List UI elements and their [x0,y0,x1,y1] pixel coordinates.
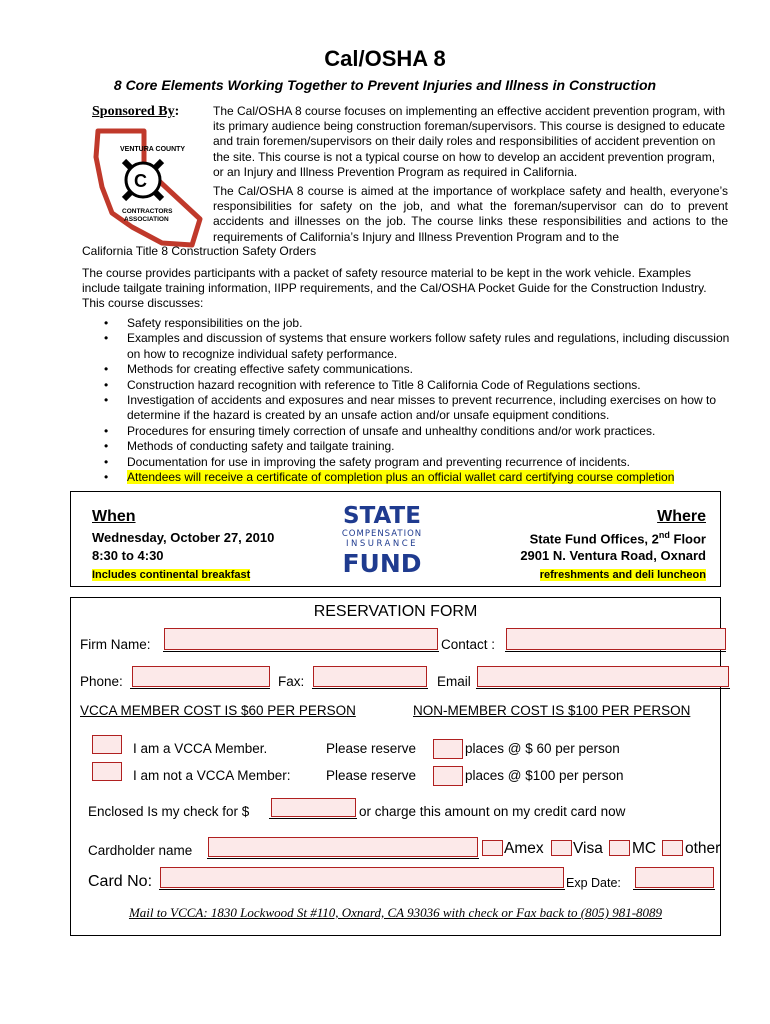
email-underline [476,688,730,689]
member-places-field[interactable] [433,739,463,759]
sponsored-by-label: Sponsored By: [92,104,180,119]
contact-underline [505,651,726,652]
contact-label: Contact : [441,637,496,652]
nonmember-checkbox[interactable] [92,762,122,781]
event-time: 8:30 to 4:30 [92,548,164,563]
card-number-underline [159,889,565,890]
nonmember-reserve-label: Please reserve [326,768,417,783]
breakfast-note: Includes continental breakfast [92,569,251,581]
state-fund-line3: INSURANCE [345,539,419,549]
firm-name-field[interactable] [164,628,438,650]
nonmember-price-label: places @ $100 per person [465,768,624,783]
list-item: • Methods for creating effective safety communications. [82,362,732,377]
intro-paragraph-3: The course provides participants with a packet of safety resource material to be kept in the work vehicle. Examples include tailgate training information, IIPP requirements, and the Cal/OSHA Pocket Guide for the Construction Industry. This course discusses: [82,266,707,311]
check-amount-field[interactable] [271,798,356,817]
nonmember-option-label: I am not a VCCA Member: [133,768,291,783]
logo-top-text: VENTURA COUNTY [120,146,186,153]
other-card-label: other [685,840,721,857]
logo-mid-text: CONTRACTORS [122,208,173,215]
list-item: • Methods of conducting safety and tailgate training. [82,439,732,454]
check-amount-underline [269,818,357,819]
firm-name-label: Firm Name: [80,637,151,652]
event-venue: State Fund Offices, 2nd Floor [529,530,706,547]
cardholder-field[interactable] [208,837,478,857]
nonmember-places-field[interactable] [433,766,463,786]
member-price-label: places @ $ 60 per person [465,741,620,756]
card-number-label: Card No: [88,873,153,890]
list-item: • Procedures for ensuring timely correction of unsafe and unhealthy conditions and/or work practices. [82,424,732,439]
mail-instructions: Mail to VCCA: 1830 Lockwood St #110, Oxnard, CA 93036 with check or Fax back to (805) 981-8089 [128,905,663,920]
mc-checkbox[interactable] [609,840,630,856]
mc-label: MC [632,840,657,857]
email-field[interactable] [477,666,729,687]
list-item: • Investigation of accidents and exposures and near misses to prevent recurrence, including exercises on how to determine if the hazard is created by an unsafe action and/or unsafe equipment conditions. [82,393,732,424]
phone-field[interactable] [132,666,270,687]
cardholder-underline [207,858,479,859]
when-heading: When [92,508,136,525]
event-date: Wednesday, October 27, 2010 [92,530,275,545]
member-option-label: I am a VCCA Member. [133,741,268,756]
logo-bottom-text: ASSOCIATION [124,216,169,223]
list-item: • Construction hazard recognition with reference to Title 8 California Code of Regulations sections. [82,378,732,393]
list-item-highlighted: • Attendees will receive a certificate of completion plus an official wallet card certifying course completion [82,470,732,485]
charge-label: or charge this amount on my credit card now [359,804,626,819]
email-label: Email [437,674,471,689]
visa-label: Visa [573,840,603,857]
intro-paragraph-1: The Cal/OSHA 8 course focuses on implementing an effective accident prevention program, with its primary audience being construction foreman/supervisors. This course is designed to educate and train foremen/supervisors on their daily roles and responsibilities of accident prevention on the site. This course is not a typical course on how to develop an accident prevention program, or an Injury and Illness Prevention Program as required in California. [213,104,726,179]
member-reserve-label: Please reserve [326,741,417,756]
list-item: • Examples and discussion of systems that ensure workers follow safety rules and regulations, including discussion on how to recognize individual safety performance. [82,331,732,362]
card-number-field[interactable] [160,867,564,888]
other-card-checkbox[interactable] [662,840,683,856]
svg-text:C: C [134,171,147,191]
fax-label: Fax: [278,674,305,689]
firm-name-underline [163,651,439,652]
exp-date-underline [633,889,715,890]
list-item: • Safety responsibilities on the job. [82,316,732,331]
member-cost-text: VCCA MEMBER COST IS $60 PER PERSON [80,703,356,718]
cardholder-label: Cardholder name [88,843,193,858]
intro-paragraph-2: The Cal/OSHA 8 course is aimed at the importance of workplace safety and health, everyone’s responsibilities for safety on the job, and what the foreman/supervisor can do to prevent accidents and illnesses on the job. The course links these responsibilities and actions to the requirements of California’s Injury and Illness Prevention Program and to the [213,184,728,244]
member-checkbox[interactable] [92,735,122,754]
page-title: Cal/OSHA 8 [324,46,446,71]
state-fund-logo-icon [322,500,442,575]
lunch-note: refreshments and deli luncheon [539,569,706,581]
visa-checkbox[interactable] [551,840,572,856]
exp-date-label: Exp Date: [566,876,621,890]
phone-underline [130,688,270,689]
fax-field[interactable] [313,666,427,687]
intro-paragraph-2-end: California Title 8 Construction Safety Orders [82,244,317,258]
fax-underline [312,688,428,689]
state-fund-line4: FUND [342,549,422,575]
where-heading: Where [657,508,706,525]
event-address: 2901 N. Ventura Road, Oxnard [520,548,706,563]
state-fund-line1: STATE [343,503,421,529]
course-topics-list [82,316,732,485]
nonmember-cost-text: NON-MEMBER COST IS $100 PER PERSON [413,703,691,718]
amex-label: Amex [504,840,544,857]
list-item: • Documentation for use in improving the safety program and preventing recurrence of incidents. [82,455,732,470]
check-amount-label: Enclosed Is my check for $ [88,804,250,819]
state-fund-line2: COMPENSATION [341,529,423,539]
contact-field[interactable] [506,628,726,650]
phone-label: Phone: [80,674,123,689]
page-subtitle: 8 Core Elements Working Together to Prevent Injuries and Illness in Construction [113,77,657,93]
exp-date-field[interactable] [635,867,714,888]
amex-checkbox[interactable] [482,840,503,856]
vcca-logo-icon [92,127,204,249]
reservation-form-title: RESERVATION FORM [313,603,478,620]
